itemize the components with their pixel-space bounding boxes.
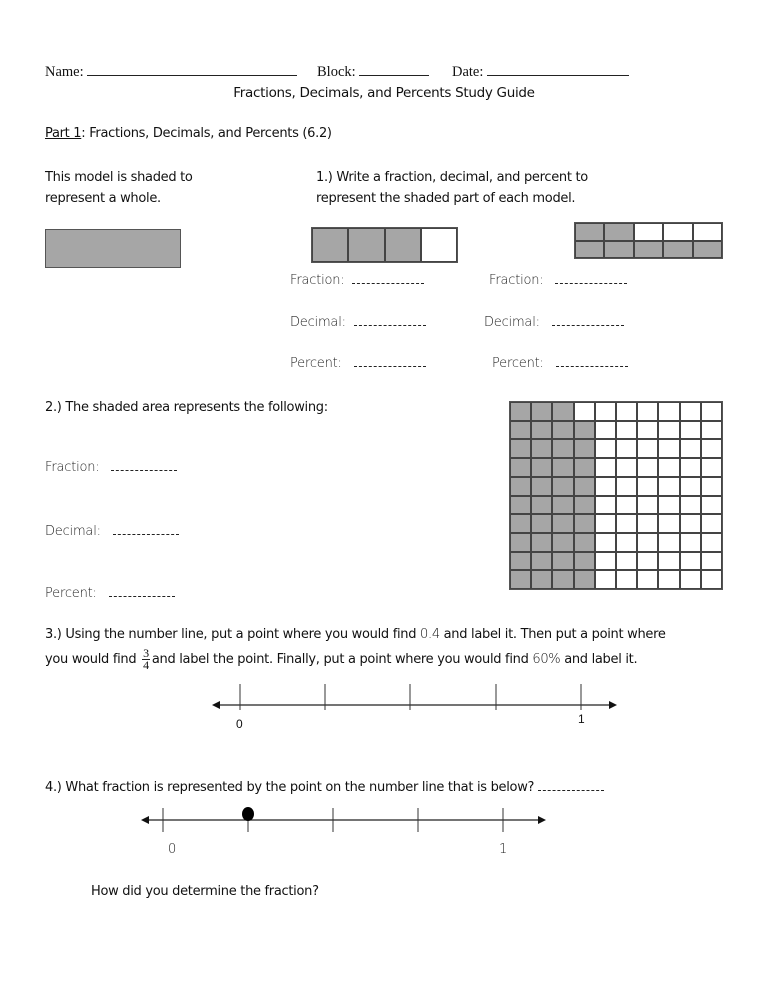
q1a-percent-field[interactable]: Percent: (290, 356, 426, 371)
name-label: Name: (45, 64, 84, 80)
q4-prompt: 4.) What fraction is represented by the point on the number line that is below? (45, 780, 604, 795)
q3-value-percent: 60% (532, 652, 561, 667)
q2-prompt: 2.) The shaded area represents the following: (45, 400, 328, 415)
q1b-decimal-field[interactable]: Decimal: (484, 315, 624, 330)
q2-decimal-field[interactable]: Decimal: (45, 524, 179, 539)
q1b-fraction-field[interactable]: Fraction: (489, 273, 627, 288)
q4-label-zero: 0 (168, 842, 177, 857)
block-label: Block: (317, 64, 356, 80)
q1a-decimal-field[interactable]: Decimal: (290, 315, 426, 330)
q4-label-one: 1 (499, 842, 508, 857)
q3-value-decimal: 0.4 (420, 627, 440, 642)
q3-prompt-line1: 3.) Using the number line, put a point where you would find 0.4 and label it. Then put a point where (45, 627, 666, 642)
q2-fraction-field[interactable]: Fraction: (45, 460, 177, 475)
q3-label-zero: 0 (236, 717, 243, 731)
q4-followup-question: How did you determine the fraction? (91, 884, 319, 899)
q3-prompt-line2: you would find $\frac{3}{4}$ and label the point. Finally, put a point where you would find 60% and label it. (45, 646, 638, 672)
q3-fraction: $\frac{3}{4}$ (143, 646, 149, 672)
q1a-fraction-field[interactable]: Fraction: (290, 273, 424, 288)
date-label: Date: (452, 64, 484, 80)
part1-heading: Part 1: Fractions, Decimals, and Percents (6.2) (45, 126, 332, 141)
q1-prompt: 1.) Write a fraction, decimal, and percent to represent the shaded part of each model. (316, 170, 588, 206)
part1-heading-label: Part 1 (45, 126, 82, 141)
q2-percent-field[interactable]: Percent: (45, 586, 175, 601)
q1b-percent-field[interactable]: Percent: (492, 356, 628, 371)
q3-label-one: 1 (578, 712, 585, 726)
q4-point-marker (242, 807, 254, 821)
whole-model-note: This model is shaded to represent a whole. (45, 170, 193, 206)
page-title: Fractions, Decimals, and Percents Study Guide (233, 85, 535, 101)
